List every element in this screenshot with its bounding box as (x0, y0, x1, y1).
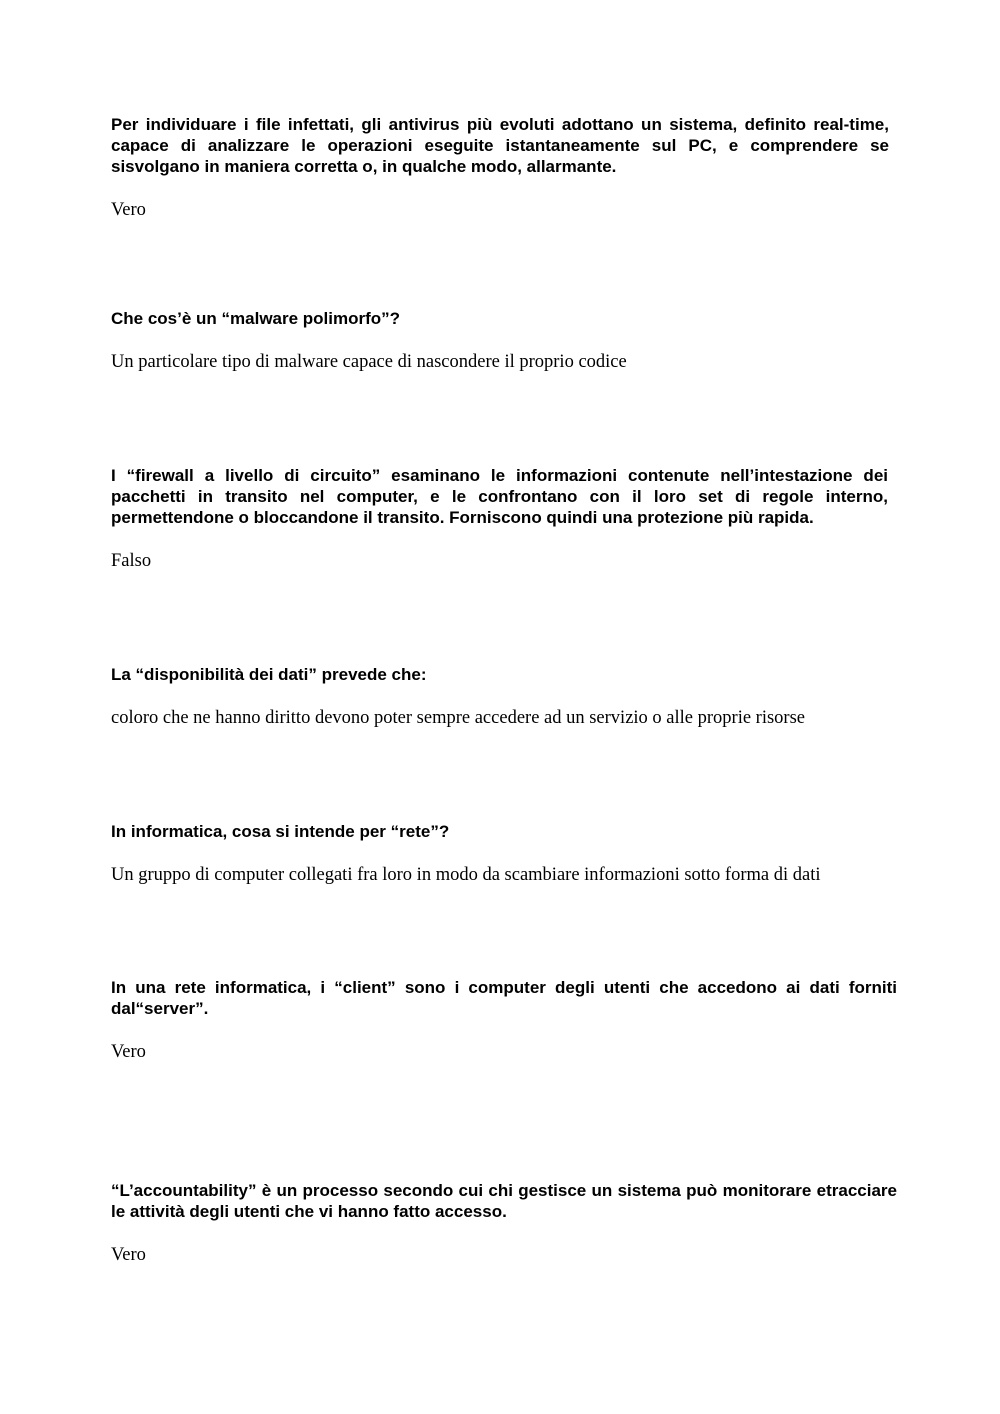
question-text: In una rete informatica, i “client” sono i computer degli utenti che accedono ai dati forniti dal“server”. (111, 978, 897, 1018)
question-text: I “firewall a livello di circuito” esaminano le informazioni contenute nell’intestazione dei pacchetti in transito nel computer, e le confrontano con il loro set di regole interno, permettendone o bloccandone il transito. Forniscono quindi una protezione più rapida. (111, 466, 888, 527)
question-text: La “disponibilità dei dati” prevede che: (111, 665, 427, 684)
answer-text: coloro che ne hanno diritto devono poter sempre accedere ad un servizio o alle proprie risorse (111, 708, 805, 728)
question-text: Per individuare i file infettati, gli antivirus più evoluti adottano un sistema, definito real-time, capace di analizzare le operazioni eseguite istantaneamente sul PC, e comprendere se sisvolgano in maniera corretta o, in qualche modo, allarmante. (111, 115, 889, 176)
qa-item-3 (111, 465, 888, 572)
qa-item-6 (111, 977, 897, 1063)
qa-item-1 (111, 114, 889, 221)
answer-text: Vero (111, 1245, 146, 1265)
qa-item-2 (111, 308, 897, 373)
answer-text: Vero (111, 1042, 146, 1062)
answer-text: Vero (111, 200, 146, 220)
question-text: “L’accountability” è un processo secondo cui chi gestisce un sistema può monitorare etracciare le attività degli utenti che vi hanno fatto accesso. (111, 1181, 897, 1221)
qa-item-5 (111, 821, 897, 886)
answer-text: Un gruppo di computer collegati fra loro in modo da scambiare informazioni sotto forma di dati (111, 865, 821, 885)
question-text: In informatica, cosa si intende per “rete”? (111, 822, 450, 841)
answer-text: Falso (111, 551, 152, 571)
answer-text: Un particolare tipo di malware capace di nascondere il proprio codice (111, 352, 627, 372)
question-text: Che cos’è un “malware polimorfo”? (111, 309, 401, 328)
qa-item-7 (111, 1180, 897, 1266)
qa-item-4 (111, 664, 897, 729)
